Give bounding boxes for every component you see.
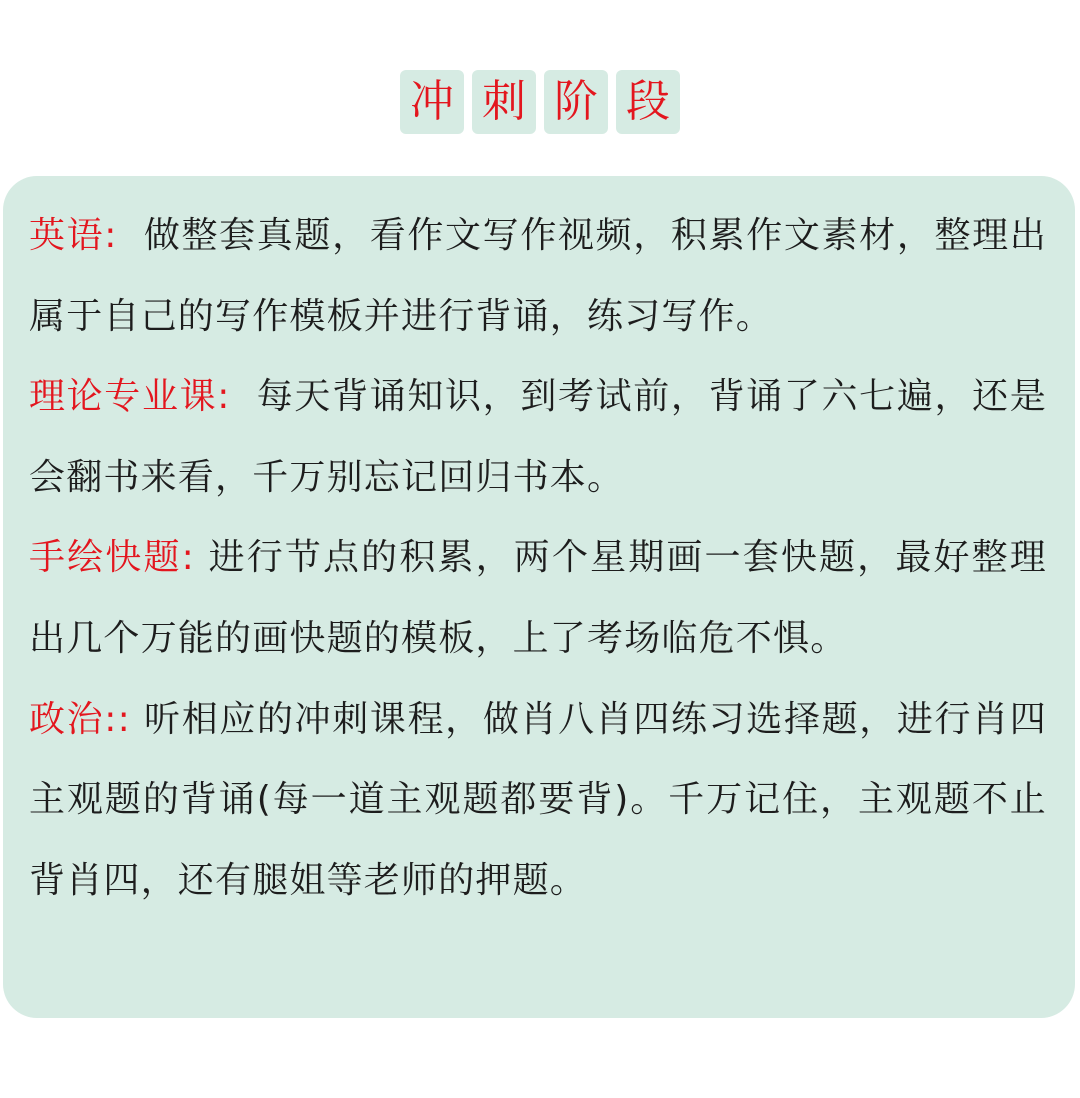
section-politics bbox=[29, 680, 1047, 922]
section-text: 进行节点的积累，两个星期画一套快题，最好整理出几个万能的画快题的模板，上了考场临危不惧。 bbox=[29, 537, 1047, 659]
section-theory bbox=[29, 357, 1047, 518]
section-english bbox=[29, 196, 1047, 357]
title-char: 阶 bbox=[544, 70, 608, 134]
section-text: 听相应的冲刺课程，做肖八肖四练习选择题，进行肖四主观题的背诵(每一道主观题都要背)。千万记住，主观题不止背肖四，还有腿姐等老师的押题。 bbox=[29, 698, 1047, 901]
title-char: 刺 bbox=[472, 70, 536, 134]
section-label: 手绘快题: bbox=[29, 537, 195, 579]
section-text: 每天背诵知识，到考试前，背诵了六七遍，还是会翻书来看，千万别忘记回归书本。 bbox=[29, 376, 1047, 498]
title-char: 冲 bbox=[400, 70, 464, 134]
section-label: 政治:: bbox=[29, 698, 131, 740]
section-label: 理论专业课: bbox=[29, 376, 231, 418]
section-label: 英语: bbox=[29, 215, 118, 256]
content-card bbox=[3, 176, 1075, 1018]
page-title bbox=[0, 70, 1080, 134]
section-sketch bbox=[29, 518, 1047, 679]
section-text: 做整套真题，看作文写作视频，积累作文素材，整理出属于自己的写作模板并进行背诵，练习写作。 bbox=[29, 215, 1047, 337]
title-char: 段 bbox=[616, 70, 680, 134]
